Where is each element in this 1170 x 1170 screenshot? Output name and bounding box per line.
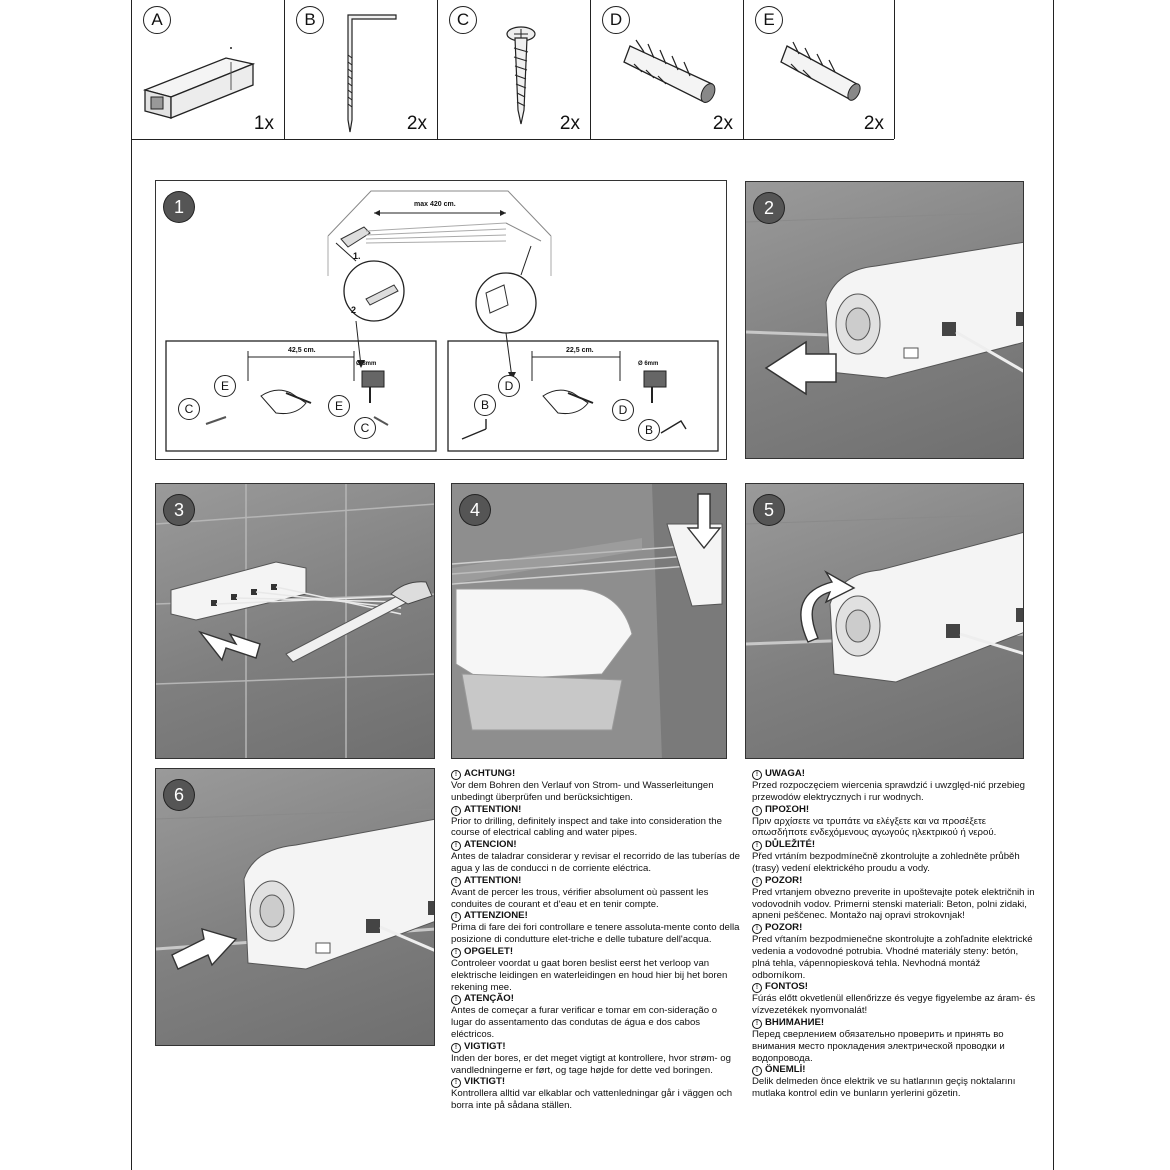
parts-table xyxy=(131,0,894,140)
part-c-marker: C xyxy=(178,398,200,420)
warning-tr: ! ÖNEMLİ! Delik delmeden önce elektrik ve su hatlarının geçiş noktalarını mutlaka kontrol edin ve bunların yerlerini gözetin. xyxy=(752,1064,1016,1100)
step-number: 6 xyxy=(164,780,194,810)
warnings-column-right xyxy=(752,768,1036,1100)
part-e xyxy=(743,0,895,139)
step-1-diagram xyxy=(155,180,727,460)
warning-icon: ! xyxy=(451,877,461,887)
step-number: 4 xyxy=(460,495,490,525)
part-e-marker: E xyxy=(214,375,236,397)
warning-it: ! ATTENZIONE! Prima di fare dei fori controllare e tenere assoluta-mente conto della posizione di condutture elet-triche e delle tubature dell'acqua. xyxy=(451,910,740,946)
warning-icon: ! xyxy=(451,995,461,1005)
step-number: 5 xyxy=(754,495,784,525)
warning-icon: ! xyxy=(752,841,762,851)
warning-ru: ! ВНИМАНИЕ! Перед сверлением обязательно проверить и принять во внимания место прокладения электрической проводки и водопровода. xyxy=(752,1016,1005,1064)
installation-diagram xyxy=(156,181,727,460)
part-b-marker: B xyxy=(474,394,496,416)
part-letter: E xyxy=(755,6,783,34)
part-letter: D xyxy=(602,6,630,34)
part-qty: 2x xyxy=(406,113,427,134)
warning-icon: ! xyxy=(752,806,762,816)
part-qty: 2x xyxy=(559,113,580,134)
warning-icon: ! xyxy=(451,806,461,816)
warning-icon: ! xyxy=(752,1019,762,1029)
warning-es: ! ATENCION! Antes de taladrar considerar y revisar el recorrido de las tuberías de agua y las de conducci n de corriente eléctrica. xyxy=(451,839,741,874)
warning-icon: ! xyxy=(451,770,461,780)
warning-sv: ! VIKTIGT! Kontrollera alltid var elkablar och vattenledningar går i väggen och borra inte på sådana ställen. xyxy=(451,1076,733,1112)
part-c-marker: C xyxy=(354,417,376,439)
right-dimension-label: 22,5 cm. xyxy=(566,347,594,354)
page-border-left xyxy=(131,0,132,1170)
part-d-marker: D xyxy=(498,375,520,397)
step-3-photo xyxy=(155,483,435,759)
warning-icon: ! xyxy=(451,1078,461,1088)
warning-sk: ! POZOR! Pred vŕtaním bezpodmienečne skontrolujte a zohľadnite elektrické vedenia a vodovodné potrubia. Vhodné materiály steny: betón, plná tehla, vápennopiesková tehla. Nevhodná montáž odborníkom. xyxy=(752,922,1033,981)
part-b-marker: B xyxy=(638,419,660,441)
warning-el: ! ΠΡΟΣΟΗ! Πριν αρχίσετε να τρυπάτε να ελέγξετε και να προσέξετε οπωσδήποτε ενδεχόμενους αγωγούς ηλεκτρικού ή νερού. xyxy=(752,803,997,839)
part-qty: 2x xyxy=(712,113,733,134)
warning-sl: ! POZOR! Pred vrtanjem obvezno preverite in upoštevajte potek električnih in vodovodnih vodov. Primerni stenski materiali: Beton, polni zidaki, apneni peščenec. Montažo naj opravi strokovnjak! xyxy=(752,874,1035,922)
warning-cs: ! DŮLEŽITÉ! Před vrtáním bezpodmínečně zkontrolujte a zohledněte průběh (trasy) vedení elektrického proudu a vody. xyxy=(752,839,1020,874)
warning-icon: ! xyxy=(752,877,762,887)
part-b xyxy=(284,0,438,139)
warnings-column-left xyxy=(451,768,741,1112)
warning-icon: ! xyxy=(451,1043,461,1053)
hang-laundry-illustration xyxy=(452,484,727,759)
step-5-photo xyxy=(745,483,1024,759)
part-letter: A xyxy=(143,6,171,34)
warning-icon: ! xyxy=(451,841,461,851)
max-length-label: max 420 cm. xyxy=(414,201,456,208)
drill-size-right: Ø 6mm xyxy=(638,361,659,367)
warning-pt: ! ATENÇÃO! Antes de começar a furar verificar e tomar em con-sideração o lugar do assentamento das condutas de água e dos cabos eléctricos. xyxy=(451,993,718,1040)
warning-hu: ! FONTOS! Fúrás előtt okvetlenül ellenőrizze és vegye figyelembe az áram- és vízvezetékek nyomvonalát! xyxy=(752,981,1036,1017)
left-dimension-label: 42,5 cm. xyxy=(288,347,316,354)
warning-pl: ! UWAGA! Przed rozpoczęciem wiercenia sprawdzić i uwzględ-nić przebieg przewodów elektrycznych i rur wodnych. xyxy=(752,768,1026,803)
warning-icon: ! xyxy=(451,948,461,958)
step-number: 2 xyxy=(754,193,784,223)
warning-nl: ! OPGELET! Controleer voordat u gaat boren beslist eerst het verloop van elektrische leidingen en waterleidingen en houd hier bij het boren rekening mee. xyxy=(451,945,728,993)
warning-de: ! ACHTUNG! Vor dem Bohren den Verlauf von Strom- und Wasserleitungen unbedingt überprüfen und berücksichtigen. xyxy=(451,768,714,803)
warning-icon: ! xyxy=(752,983,762,993)
detail-step-1: 1. xyxy=(353,251,361,261)
part-e-marker: E xyxy=(328,395,350,417)
holder-pull-illustration xyxy=(746,182,1024,459)
page-border-right xyxy=(1053,0,1054,1170)
warning-icon: ! xyxy=(752,770,762,780)
part-qty: 2x xyxy=(863,113,884,134)
rotate-knob-illustration xyxy=(746,484,1024,759)
warning-da: ! VIGTIGT! Inden der bores, er det meget vigtigt at kontrollere, hvor strøm- og vandledningerne er ført, og tage højde for dette ved boringen. xyxy=(451,1040,731,1076)
step-number: 3 xyxy=(164,495,194,525)
part-a xyxy=(131,0,285,139)
push-knob-illustration xyxy=(156,769,435,1046)
pull-lines-illustration xyxy=(156,484,435,759)
part-letter: B xyxy=(296,6,324,34)
step-4-photo xyxy=(451,483,727,759)
part-d xyxy=(590,0,744,139)
part-qty: 1x xyxy=(253,113,274,134)
drill-size-left: Ø 8mm xyxy=(356,361,377,367)
part-c xyxy=(437,0,591,139)
warning-fr: ! ATTENTION! Avant de percer les trous, vérifier absolument où passent les conduites de courant et d'eau et en tenir compte. xyxy=(451,874,709,910)
part-letter: C xyxy=(449,6,477,34)
warning-icon: ! xyxy=(451,912,461,922)
step-6-photo xyxy=(155,768,435,1046)
part-d-marker: D xyxy=(612,399,634,421)
warning-icon: ! xyxy=(752,1066,762,1076)
warning-icon: ! xyxy=(752,924,762,934)
detail-step-2: 2 xyxy=(351,305,357,315)
step-2-photo xyxy=(745,181,1024,459)
warning-en: ! ATTENTION! Prior to drilling, definitely inspect and take into consideration the course of electrical cabling and water pipes. xyxy=(451,803,722,839)
step-number: 1 xyxy=(164,192,194,222)
